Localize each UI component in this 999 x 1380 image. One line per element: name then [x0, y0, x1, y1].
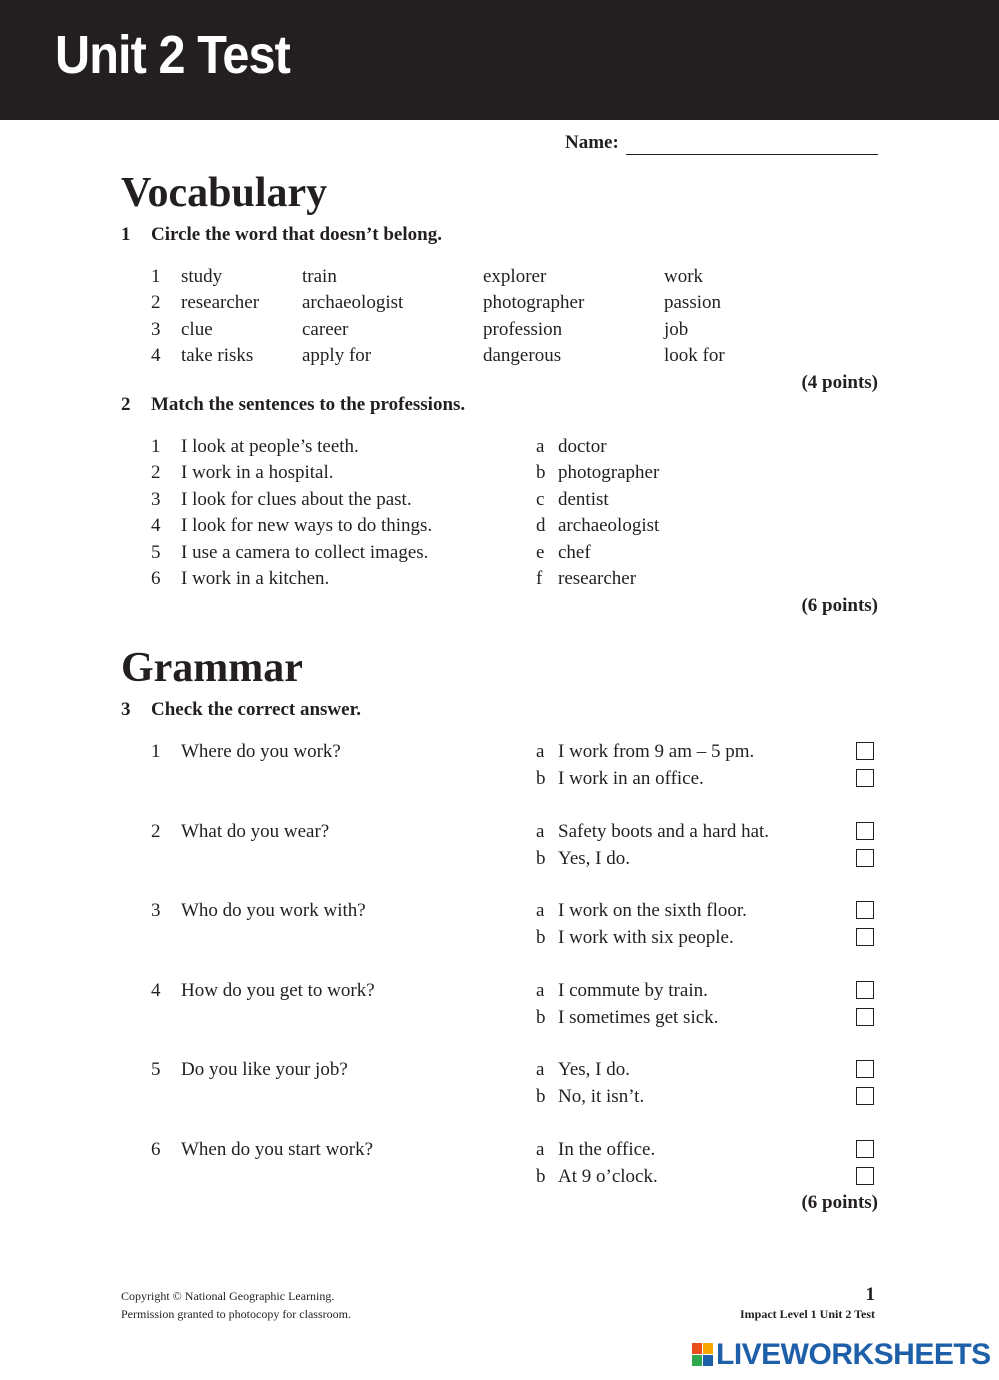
- option-letter: a: [536, 1139, 545, 1160]
- task-number: 2: [121, 394, 131, 415]
- answer-checkbox-b[interactable]: [856, 1008, 874, 1026]
- match-sentence[interactable]: I look at people’s teeth.: [181, 436, 359, 457]
- match-sentence[interactable]: I work in a kitchen.: [181, 568, 330, 589]
- match-profession[interactable]: doctor: [558, 436, 607, 457]
- answer-option-a: I work on the sixth floor.: [558, 900, 747, 921]
- answer-checkbox-a[interactable]: [856, 901, 874, 919]
- answer-checkbox-b[interactable]: [856, 1167, 874, 1185]
- answer-checkbox-a[interactable]: [856, 1060, 874, 1078]
- match-sentence[interactable]: I work in a hospital.: [181, 462, 334, 483]
- header-bar: [0, 0, 999, 120]
- match-profession[interactable]: dentist: [558, 489, 609, 510]
- liveworksheets-wordmark: LIVEWORKSHEETS: [716, 1338, 991, 1371]
- answer-option-b: I work with six people.: [558, 927, 734, 948]
- word-option[interactable]: job: [664, 319, 689, 340]
- task-text: Circle the word that doesn’t belong.: [151, 224, 442, 245]
- task-3-points: (6 points): [801, 1192, 878, 1213]
- match-sentence[interactable]: I look for clues about the past.: [181, 489, 412, 510]
- answer-checkbox-b[interactable]: [856, 928, 874, 946]
- option-letter: f: [536, 568, 543, 589]
- item-number: 6: [151, 1139, 161, 1160]
- name-label: Name:: [565, 132, 619, 153]
- match-sentence[interactable]: I look for new ways to do things.: [181, 515, 433, 536]
- answer-option-b: Yes, I do.: [558, 848, 630, 869]
- option-letter: d: [536, 515, 546, 536]
- answer-checkbox-a[interactable]: [856, 1140, 874, 1158]
- word-option[interactable]: apply for: [302, 345, 372, 366]
- item-number: 6: [151, 568, 161, 589]
- option-letter: b: [536, 1007, 546, 1028]
- item-number: 3: [151, 319, 161, 340]
- task-text: Match the sentences to the professions.: [151, 394, 466, 415]
- liveworksheets-logo-icon: [692, 1343, 714, 1367]
- question-text: When do you start work?: [181, 1139, 374, 1160]
- word-option[interactable]: study: [181, 266, 223, 287]
- option-letter: a: [536, 821, 545, 842]
- page-title: Unit 2 Test: [55, 25, 290, 85]
- question-text: Who do you work with?: [181, 900, 366, 921]
- task-number: 1: [121, 224, 131, 245]
- word-option[interactable]: career: [302, 319, 349, 340]
- match-profession[interactable]: photographer: [558, 462, 660, 483]
- option-letter: a: [536, 900, 545, 921]
- match-profession[interactable]: archaeologist: [558, 515, 660, 536]
- word-option[interactable]: take risks: [181, 345, 254, 366]
- word-option[interactable]: dangerous: [483, 345, 562, 366]
- word-option[interactable]: explorer: [483, 266, 547, 287]
- grammar-heading: Grammar: [121, 645, 303, 691]
- item-number: 3: [151, 900, 161, 921]
- option-letter: b: [536, 462, 546, 483]
- task-2-points: (6 points): [801, 595, 878, 616]
- item-number: 4: [151, 980, 161, 1001]
- option-letter: a: [536, 436, 545, 457]
- word-option[interactable]: look for: [664, 345, 725, 366]
- answer-option-b: I sometimes get sick.: [558, 1007, 719, 1028]
- word-option[interactable]: work: [664, 266, 704, 287]
- option-letter: e: [536, 542, 545, 563]
- option-letter: a: [536, 741, 545, 762]
- answer-option-b: At 9 o’clock.: [558, 1166, 658, 1187]
- item-number: 3: [151, 489, 161, 510]
- item-number: 2: [151, 821, 161, 842]
- word-option[interactable]: archaeologist: [302, 292, 404, 313]
- item-number: 1: [151, 741, 161, 762]
- task-text: Check the correct answer.: [151, 699, 362, 720]
- answer-checkbox-a[interactable]: [856, 742, 874, 760]
- answer-option-a: Safety boots and a hard hat.: [558, 821, 770, 842]
- option-letter: b: [536, 848, 546, 869]
- item-number: 1: [151, 266, 161, 287]
- task-1-points: (4 points): [801, 372, 878, 393]
- copyright-text: Copyright © National Geographic Learning.: [121, 1289, 335, 1303]
- match-profession[interactable]: researcher: [558, 568, 637, 589]
- question-text: How do you get to work?: [181, 980, 375, 1001]
- match-profession[interactable]: chef: [558, 542, 591, 563]
- item-number: 5: [151, 1059, 161, 1080]
- task-number: 3: [121, 699, 131, 720]
- item-number: 4: [151, 345, 161, 366]
- book-reference: Impact Level 1 Unit 2 Test: [740, 1307, 875, 1321]
- vocabulary-heading: Vocabulary: [121, 170, 328, 216]
- answer-checkbox-a[interactable]: [856, 822, 874, 840]
- permission-text: Permission granted to photocopy for classroom.: [121, 1307, 351, 1321]
- option-letter: b: [536, 768, 546, 789]
- answer-option-b: I work in an office.: [558, 768, 704, 789]
- item-number: 2: [151, 462, 161, 483]
- word-option[interactable]: passion: [664, 292, 721, 313]
- question-text: Where do you work?: [181, 741, 341, 762]
- answer-checkbox-b[interactable]: [856, 769, 874, 787]
- option-letter: b: [536, 1086, 546, 1107]
- option-letter: a: [536, 980, 545, 1001]
- item-number: 5: [151, 542, 161, 563]
- answer-checkbox-a[interactable]: [856, 981, 874, 999]
- answer-option-a: I commute by train.: [558, 980, 708, 1001]
- option-letter: b: [536, 1166, 546, 1187]
- answer-option-a: I work from 9 am – 5 pm.: [558, 741, 755, 762]
- answer-option-a: Yes, I do.: [558, 1059, 630, 1080]
- word-option[interactable]: clue: [181, 319, 213, 340]
- word-option[interactable]: researcher: [181, 292, 260, 313]
- item-number: 1: [151, 436, 161, 457]
- item-number: 2: [151, 292, 161, 313]
- item-number: 4: [151, 515, 161, 536]
- answer-checkbox-b[interactable]: [856, 1087, 874, 1105]
- word-option[interactable]: train: [302, 266, 337, 287]
- match-sentence[interactable]: I use a camera to collect images.: [181, 542, 429, 563]
- option-letter: a: [536, 1059, 545, 1080]
- answer-checkbox-b[interactable]: [856, 849, 874, 867]
- question-text: Do you like your job?: [181, 1059, 348, 1080]
- answer-option-b: No, it isn’t.: [558, 1086, 645, 1107]
- option-letter: b: [536, 927, 546, 948]
- page-number: 1: [865, 1284, 875, 1305]
- question-text: What do you wear?: [181, 821, 330, 842]
- option-letter: c: [536, 489, 545, 510]
- word-option[interactable]: profession: [483, 319, 563, 340]
- answer-option-a: In the office.: [558, 1139, 656, 1160]
- name-input-line[interactable]: [626, 154, 878, 155]
- word-option[interactable]: photographer: [483, 292, 585, 313]
